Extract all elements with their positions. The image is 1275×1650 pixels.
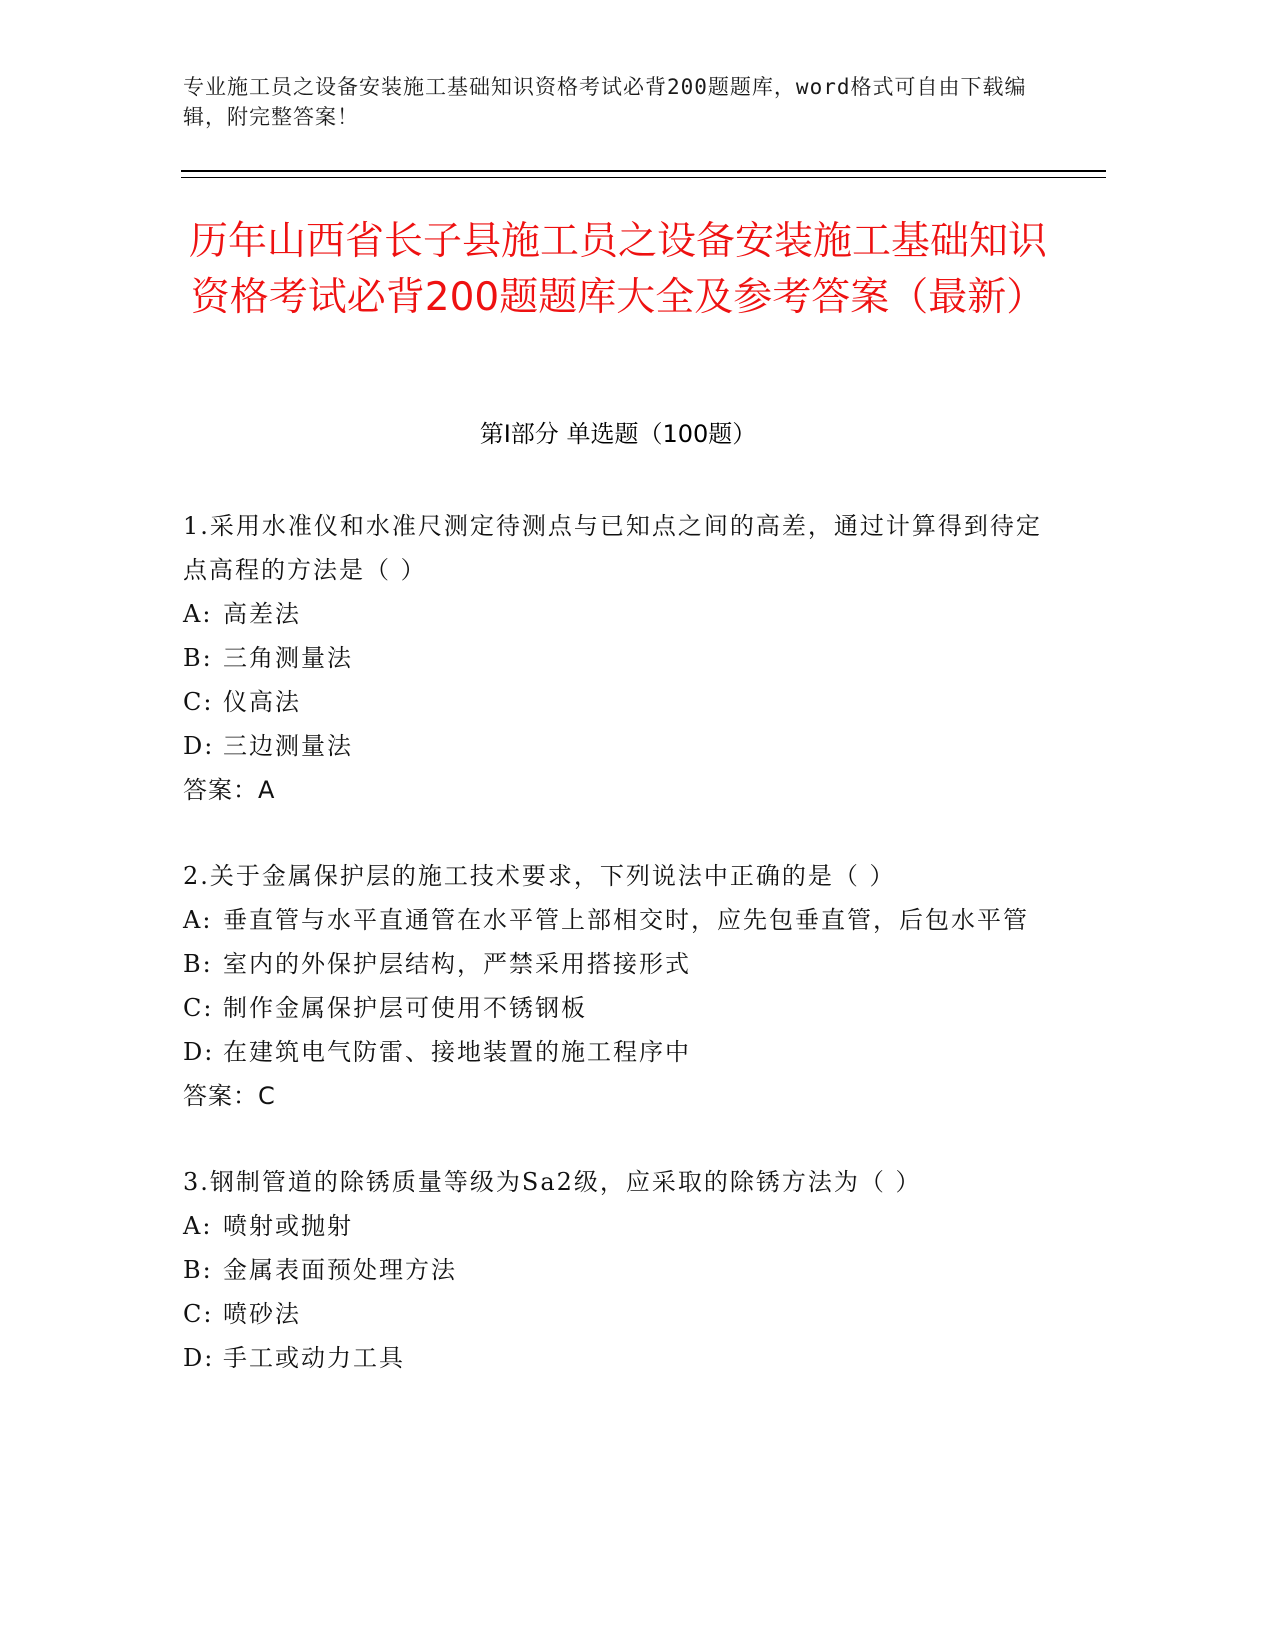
option-a	[183, 1204, 1043, 1248]
option-b	[183, 942, 1043, 986]
option-text: 手工或动力工具	[223, 1344, 405, 1372]
question-item	[183, 1160, 1043, 1380]
question-stem: 3.钢制管道的除锈质量等级为Sa2级，应采取的除锈方法为（ ）	[183, 1168, 922, 1196]
option-text: 喷射或抛射	[223, 1212, 353, 1240]
question-item	[183, 854, 1043, 1118]
option-text: 室内的外保护层结构，严禁采用搭接形式	[223, 950, 691, 978]
question-stem: 2.关于金属保护层的施工技术要求，下列说法中正确的是（ ）	[183, 862, 896, 890]
question-item	[183, 504, 1043, 812]
document-title: 历年山西省长子县施工员之设备安装施工基础知识资格考试必背200题题库大全及参考答案（最新）	[188, 219, 1047, 320]
option-c	[183, 1292, 1043, 1336]
option-text: 金属表面预处理方法	[223, 1256, 457, 1284]
option-text: 垂直管与水平直通管在水平管上部相交时，应先包垂直管，后包水平管	[223, 906, 1029, 934]
option-letter: A:	[183, 906, 213, 934]
option-text: 高差法	[223, 600, 301, 628]
option-letter: B:	[183, 1256, 213, 1284]
option-d	[183, 724, 1043, 768]
option-letter: C:	[183, 1300, 214, 1328]
option-letter: C:	[183, 994, 214, 1022]
option-d	[183, 1336, 1043, 1380]
option-letter: C:	[183, 688, 214, 716]
option-c	[183, 680, 1043, 724]
option-text: 在建筑电气防雷、接地装置的施工程序中	[223, 1038, 691, 1066]
option-b	[183, 1248, 1043, 1292]
question-stem: 1.采用水准仪和水准尺测定待测点与已知点之间的高差，通过计算得到待定点高程的方法是（ ）	[183, 512, 1042, 584]
option-text: 制作金属保护层可使用不锈钢板	[223, 994, 587, 1022]
option-c	[183, 986, 1043, 1030]
header-divider-thin	[181, 177, 1106, 178]
option-text: 三边测量法	[223, 732, 353, 760]
answer-line: 答案：A	[183, 776, 276, 804]
option-letter: D:	[183, 1038, 215, 1066]
option-letter: A:	[183, 1212, 213, 1240]
section-heading: 第I部分 单选题（100题）	[479, 420, 757, 448]
option-a	[183, 592, 1043, 636]
option-letter: B:	[183, 950, 213, 978]
option-letter: A:	[183, 600, 213, 628]
option-letter: D:	[183, 732, 215, 760]
option-b	[183, 636, 1043, 680]
option-d	[183, 1030, 1043, 1074]
option-text: 三角测量法	[223, 644, 353, 672]
question-list	[183, 504, 1043, 1422]
option-letter: B:	[183, 644, 213, 672]
option-letter: D:	[183, 1344, 215, 1372]
header-note: 专业施工员之设备安装施工基础知识资格考试必背200题题库，word格式可自由下载编辑，附完整答案！	[183, 75, 1027, 129]
option-a	[183, 898, 1043, 942]
option-text: 喷砂法	[223, 1300, 301, 1328]
option-text: 仪高法	[223, 688, 301, 716]
header-divider-thick	[181, 170, 1106, 172]
answer-line: 答案：C	[183, 1082, 276, 1110]
